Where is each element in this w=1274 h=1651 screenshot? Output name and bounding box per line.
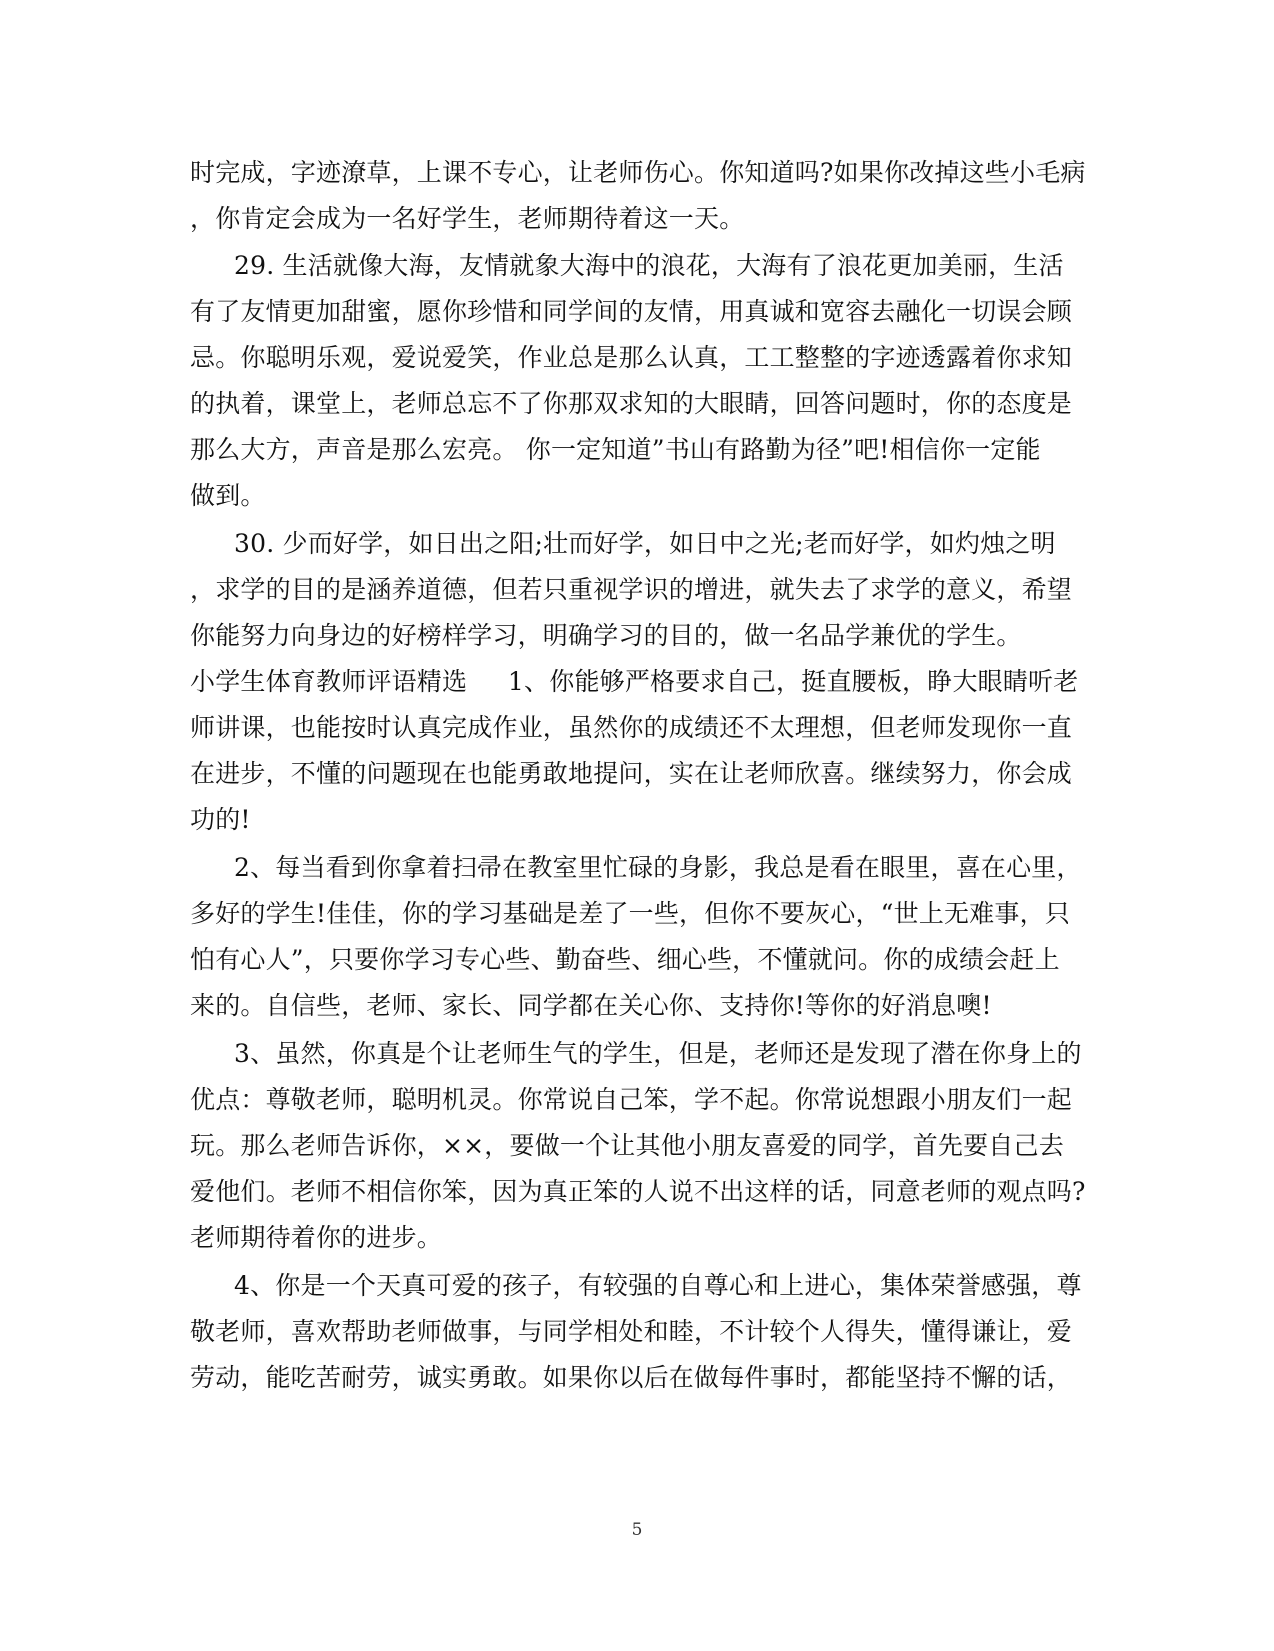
page-number: 5 [631,1520,643,1540]
text-line: 你能努力向身边的好榜样学习，明确学习的目的，做一名品学兼优的学生。 [190,621,1022,650]
text-line: 优点：尊敬老师，聪明机灵。你常说自己笨，学不起。你常说想跟小朋友们一起 [190,1085,1073,1114]
text-line: 做到。 [190,481,266,510]
text-line: 劳动，能吃苦耐劳，诚实勇敢。如果你以后在做每件事时，都能坚持不懈的话， [190,1363,1073,1392]
text-line: 多好的学生!佳佳，你的学习基础是差了一些，但你不要灰心，“世上无难事，只 [190,899,1071,928]
text-line: 时完成，字迹潦草，上课不专心，让老师伤心。你知道吗?如果你改掉这些小毛病 [190,158,1086,187]
text-line: 师讲课，也能按时认真完成作业，虽然你的成绩还不太理想，但老师发现你一直 [190,713,1073,742]
text-line: 忌。你聪明乐观，爱说爱笑，作业总是那么认真，工工整整的字迹透露着你求知 [190,343,1073,372]
text-line: 来的。自信些，老师、家长、同学都在关心你、支持你!等你的好消息噢! [190,991,992,1020]
paragraph-3-start: 3、虽然，你真是个让老师生气的学生，但是，老师还是发现了潜在你身上的 [234,1039,1082,1068]
paragraph-29-start: 29. 生活就像大海，友情就象大海中的浪花，大海有了浪花更加美丽，生活 [234,251,1064,280]
text-line: 有了友情更加甜蜜，愿你珍惜和同学间的友情，用真诚和宽容去融化一切误会顾 [190,297,1073,326]
text-line: 那么大方，声音是那么宏亮。 你一定知道”书山有路勤为径”吧!相信你一定能 [190,435,1041,464]
text-line: 怕有心人”，只要你学习专心些、勤奋些、细心些，不懂就问。你的成绩会赶上 [190,945,1060,974]
text-line: 功的! [190,805,251,834]
paragraph-30-start: 30. 少而好学，如日出之阳;壮而好学，如日中之光;老而好学，如灼烛之明 [234,529,1056,558]
text-line: 玩。那么老师告诉你，××，要做一个让其他小朋友喜爱的同学，首先要自己去 [190,1131,1064,1160]
text-line: ，求学的目的是涵养道德，但若只重视学识的增进，就失去了求学的意义，希望 [190,575,1073,604]
paragraph-4-start: 4、你是一个天真可爱的孩子，有较强的自尊心和上进心，集体荣誉感强，尊 [234,1271,1082,1300]
text-line: 老师期待着你的进步。 [190,1223,443,1252]
text-line: 敬老师，喜欢帮助老师做事，与同学相处和睦，不计较个人得失，懂得谦让，爱 [190,1317,1073,1346]
section-heading-line: 小学生体育教师评语精选 1、你能够严格要求自己，挺直腰板，睁大眼睛听老 [190,667,1079,696]
text-line: 爱他们。老师不相信你笨，因为真正笨的人说不出这样的话，同意老师的观点吗? [190,1177,1086,1206]
paragraph-2-start: 2、每当看到你拿着扫帚在教室里忙碌的身影，我总是看在眼里，喜在心里， [234,853,1082,882]
text-line: 在进步，不懂的问题现在也能勇敢地提问，实在让老师欣喜。继续努力，你会成 [190,759,1073,788]
text-line: 的执着，课堂上，老师总忘不了你那双求知的大眼睛，回答问题时，你的态度是 [190,389,1073,418]
text-line: ，你肯定会成为一名好学生，老师期待着这一天。 [190,204,745,233]
